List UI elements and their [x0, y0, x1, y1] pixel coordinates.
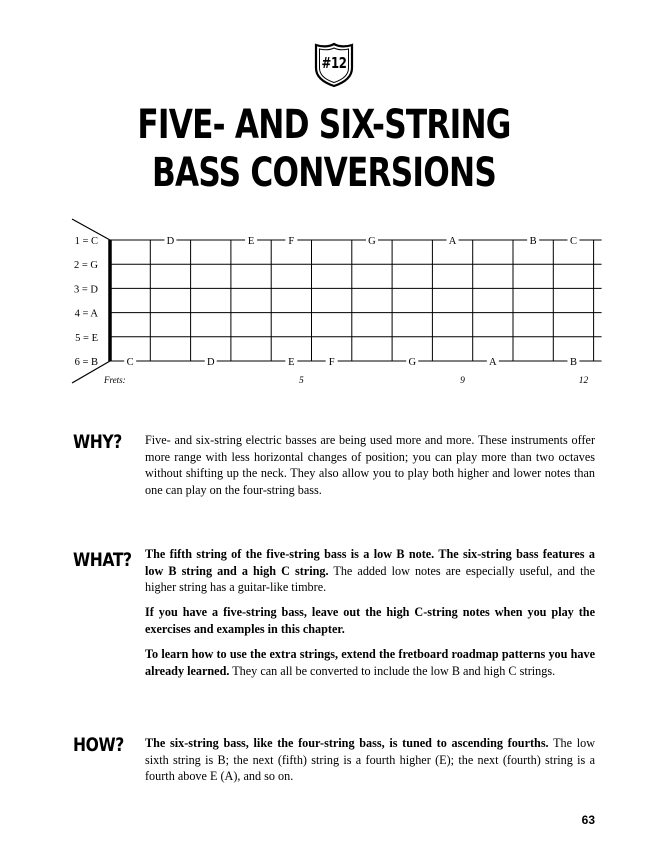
fret-marker-label: 9	[460, 376, 465, 386]
note-label: B	[529, 236, 537, 247]
what-paragraph-3	[145, 646, 595, 679]
string-label: 6 = B	[74, 357, 98, 368]
how-heading: HOW?	[73, 734, 124, 756]
how-paragraph	[145, 735, 595, 785]
what-heading: WHAT?	[73, 549, 132, 571]
string-label: 2 = G	[73, 260, 98, 272]
note-label: D	[166, 236, 175, 247]
fretboard-diagram	[0, 205, 648, 390]
what-paragraph-3-bold: To learn how to use the extra strings, extend the fretboard roadmap patterns you have already learned.	[145, 647, 595, 678]
fret-marker-label: 5	[298, 376, 304, 386]
note-label: C	[126, 357, 134, 368]
frets-label: Frets:	[104, 375, 126, 385]
what-paragraph-2	[145, 604, 595, 637]
note-label: F	[288, 236, 295, 247]
note-label: B	[569, 357, 577, 368]
string-label: 5 = E	[75, 332, 98, 344]
what-paragraph-2-bold: If you have a five-string bass, leave out the high C-string notes when you play the exercises and examples in this chapter.	[145, 605, 595, 636]
note-label: C	[569, 236, 577, 247]
page-title-line-1: FIVE- AND SIX-STRING	[137, 102, 511, 148]
fret-markers	[299, 376, 588, 386]
note-label: A	[448, 236, 457, 247]
note-label: G	[408, 357, 417, 368]
note-label: E	[288, 357, 295, 368]
page-number: 63	[581, 813, 595, 827]
why-paragraph: Five- and six-string electric basses are being used more and more. These instruments offer more range with less horizontal changes of position; you can play more than two octaves without shifting up the neck. They also allow you to play both higher and lower notes than one can play on the four-string bass.	[145, 433, 595, 497]
string-label: 3 = D	[73, 284, 98, 296]
string-label: 4 = A	[74, 308, 98, 320]
what-paragraph-3-rest: They can all be converted to include the low B and high C strings.	[229, 663, 556, 678]
what-paragraph-1-rest: The added low notes are especially useful, and the higher string has a guitar-like timbre.	[145, 563, 595, 595]
fret-marker-label: 12	[578, 376, 589, 386]
chapter-number: #12	[321, 54, 347, 72]
note-label: E	[247, 236, 255, 247]
note-label: F	[328, 357, 335, 368]
what-paragraph-1	[145, 546, 595, 596]
string-label: 1 = C	[74, 236, 98, 247]
how-paragraph-rest: The low sixth string is B; the next (fifth) string is a fourth higher (E); the next (fourth) string is a fourth above E (A), and so on.	[145, 736, 595, 784]
page-title-line-2: BASS CONVERSIONS	[151, 150, 497, 196]
what-paragraph-1-bold: The fifth string of the five-string bass is a low B note. The six-string bass features a low B string and a high C string.	[145, 547, 595, 578]
how-paragraph-bold: The six-string bass, like the four-string bass, is tuned to ascending fourths.	[145, 736, 549, 750]
note-label: G	[368, 236, 376, 247]
note-label: A	[489, 357, 497, 368]
why-heading: WHY?	[73, 431, 122, 453]
note-label: D	[206, 357, 215, 368]
string-labels	[74, 236, 98, 368]
